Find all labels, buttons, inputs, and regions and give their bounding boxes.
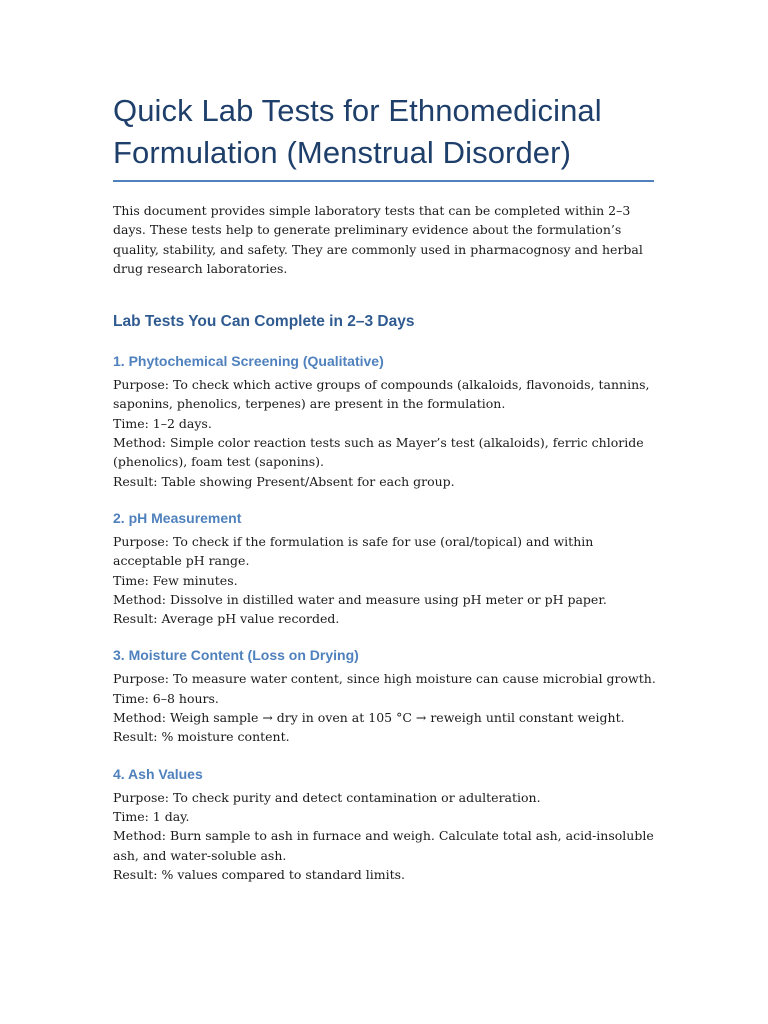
- test-time: Time: 1 day.: [113, 808, 190, 824]
- test-block-moisture: [113, 646, 656, 746]
- test-heading: 3. Moisture Content (Loss on Drying): [113, 647, 359, 664]
- test-time: Time: Few minutes.: [113, 572, 238, 588]
- test-block-phytochemical: [113, 352, 656, 491]
- intro-paragraph: This document provides simple laboratory tests that can be completed within 2–3 days. These tests help to generate preliminary evidence about the formulation’s quality, stability, and safety. They are commonly used in pharmacognosy and herbal drug research laboratories.: [113, 203, 643, 276]
- test-purpose: Purpose: To measure water content, since high moisture can cause microbial growth.: [113, 671, 656, 687]
- test-heading: 1. Phytochemical Screening (Qualitative): [113, 353, 384, 370]
- test-heading: 4. Ash Values: [113, 765, 203, 782]
- test-purpose: Purpose: To check if the formulation is safe for use (oral/topical) and within acceptable pH range.: [113, 533, 594, 569]
- test-block-ash: [113, 765, 656, 884]
- test-result: Result: Average pH value recorded.: [113, 611, 340, 627]
- test-method: Method: Dissolve in distilled water and measure using pH meter or pH paper.: [113, 591, 607, 607]
- test-result: Result: Table showing Present/Absent for each group.: [113, 473, 455, 489]
- test-purpose: Purpose: To check purity and detect contamination or adulteration.: [113, 789, 541, 805]
- section-heading: Lab Tests You Can Complete in 2–3 Days: [113, 313, 415, 331]
- test-method: Method: Simple color reaction tests such as Mayer’s test (alkaloids), ferric chloride (phenolics), foam test (saponins).: [113, 435, 644, 470]
- document-page: [113, 90, 656, 884]
- document-title: Quick Lab Tests for Ethnomedicinal Formulation (Menstrual Disorder): [113, 93, 602, 170]
- test-heading: 2. pH Measurement: [113, 509, 242, 526]
- test-method: Method: Burn sample to ash in furnace and weigh. Calculate total ash, acid-insoluble ash, and water-soluble ash.: [113, 828, 654, 863]
- test-time: Time: 1–2 days.: [113, 415, 212, 431]
- test-result: Result: % values compared to standard limits.: [113, 866, 405, 882]
- test-block-ph: [113, 509, 656, 628]
- title-underline: [113, 180, 654, 182]
- test-time: Time: 6–8 hours.: [113, 690, 219, 706]
- test-purpose: Purpose: To check which active groups of compounds (alkaloids, flavonoids, tannins, saponins, phenolics, terpenes) are present in the formulation.: [113, 377, 650, 412]
- test-method: Method: Weigh sample → dry in oven at 105 °C → reweigh until constant weight.: [113, 710, 625, 726]
- test-result: Result: % moisture content.: [113, 729, 290, 745]
